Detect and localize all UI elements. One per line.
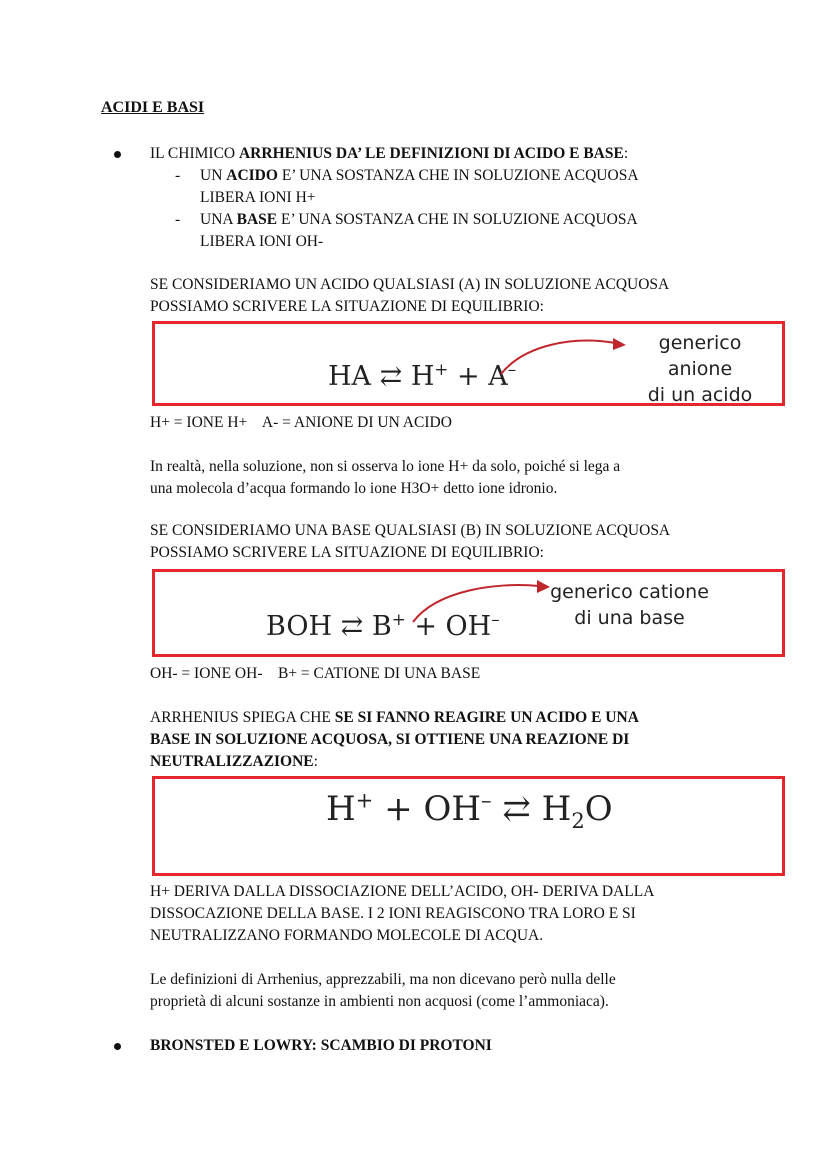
dash-icon: - — [175, 211, 181, 228]
bullet-icon — [114, 151, 121, 158]
page-title: ACIDI E BASI — [101, 99, 205, 116]
water-equation: H+ + OH– ⇄ $H_2O$ — [326, 787, 613, 833]
neutralization-explain-line1: H+ DERIVA DALLA DISSOCIAZIONE DELL’ACIDO, OH- DERIVA DALLA — [150, 883, 655, 900]
bronsted-heading: BRONSTED E LOWRY: SCAMBIO DI PROTONI — [150, 1037, 492, 1054]
acid-equation-note: generico anione di un acido — [647, 332, 753, 406]
dash-icon: - — [175, 167, 181, 184]
acid-equation: HA ⇄ H+ + A– — [328, 359, 517, 392]
water-equation-box — [152, 776, 785, 876]
base-equation: BOH ⇄ B+ + OH– — [266, 609, 500, 642]
base-legend: OH- = IONE OH- B+ = CATIONE DI UNA BASE — [150, 665, 481, 682]
acid-legend: H+ = IONE H+ A- = ANIONE DI UN ACIDO — [150, 414, 452, 431]
base-paragraph-line2: POSSIAMO SCRIVERE LA SITUAZIONE DI EQUILIBRIO: — [150, 544, 544, 561]
curved-arrow-icon — [407, 576, 557, 626]
base-definition-line1: UNA BASE E’ UNA SOSTANZA CHE IN SOLUZIONE ACQUOSA — [200, 211, 638, 228]
base-definition-line2: LIBERA IONI OH- — [200, 233, 324, 250]
acid-paragraph-line1: SE CONSIDERIAMO UN ACIDO QUALSIASI (A) IN SOLUZIONE ACQUOSA — [150, 276, 670, 293]
limits-line2: proprietà di alcuni sostanze in ambienti non acquosi (come l’ammoniaca). — [150, 993, 609, 1010]
base-paragraph-line1: SE CONSIDERIAMO UNA BASE QUALSIASI (B) IN SOLUZIONE ACQUOSA — [150, 522, 671, 539]
limits-line1: Le definizioni di Arrhenius, apprezzabili, ma non dicevano però nulla delle — [150, 971, 616, 988]
base-equation-note: generico catione di una base — [550, 581, 709, 629]
hydronium-line2: una molecola d’acqua formando lo ione H3O+ detto ione idronio. — [150, 480, 558, 497]
hydronium-line1: In realtà, nella soluzione, non si osserva lo ione H+ da solo, poiché si lega a — [150, 458, 621, 475]
acid-definition-line2: LIBERA IONI H+ — [200, 189, 316, 206]
acid-definition-line1: UN ACIDO E’ UNA SOSTANZA CHE IN SOLUZIONE ACQUOSA — [200, 167, 639, 184]
arrhenius-intro: IL CHIMICO ARRHENIUS DA’ LE DEFINIZIONI DI ACIDO E BASE: — [150, 145, 629, 162]
neutralization-line1: ARRHENIUS SPIEGA CHE SE SI FANNO REAGIRE UN ACIDO E UNA — [150, 709, 639, 726]
neutralization-line2: BASE IN SOLUZIONE ACQUOSA, SI OTTIENE UNA REAZIONE DI — [150, 731, 630, 748]
acid-paragraph-line2: POSSIAMO SCRIVERE LA SITUAZIONE DI EQUILIBRIO: — [150, 298, 544, 315]
neutralization-explain-line3: NEUTRALIZZANO FORMANDO MOLECOLE DI ACQUA. — [150, 927, 544, 944]
base-equation-box — [152, 569, 785, 657]
curved-arrow-icon — [495, 330, 635, 380]
neutralization-line3: NEUTRALIZZAZIONE: — [150, 753, 318, 770]
acid-equation-box — [152, 321, 785, 406]
neutralization-explain-line2: DISSOCAZIONE DELLA BASE. I 2 IONI REAGISCONO TRA LORO E SI — [150, 905, 636, 922]
bullet-icon — [114, 1043, 121, 1050]
